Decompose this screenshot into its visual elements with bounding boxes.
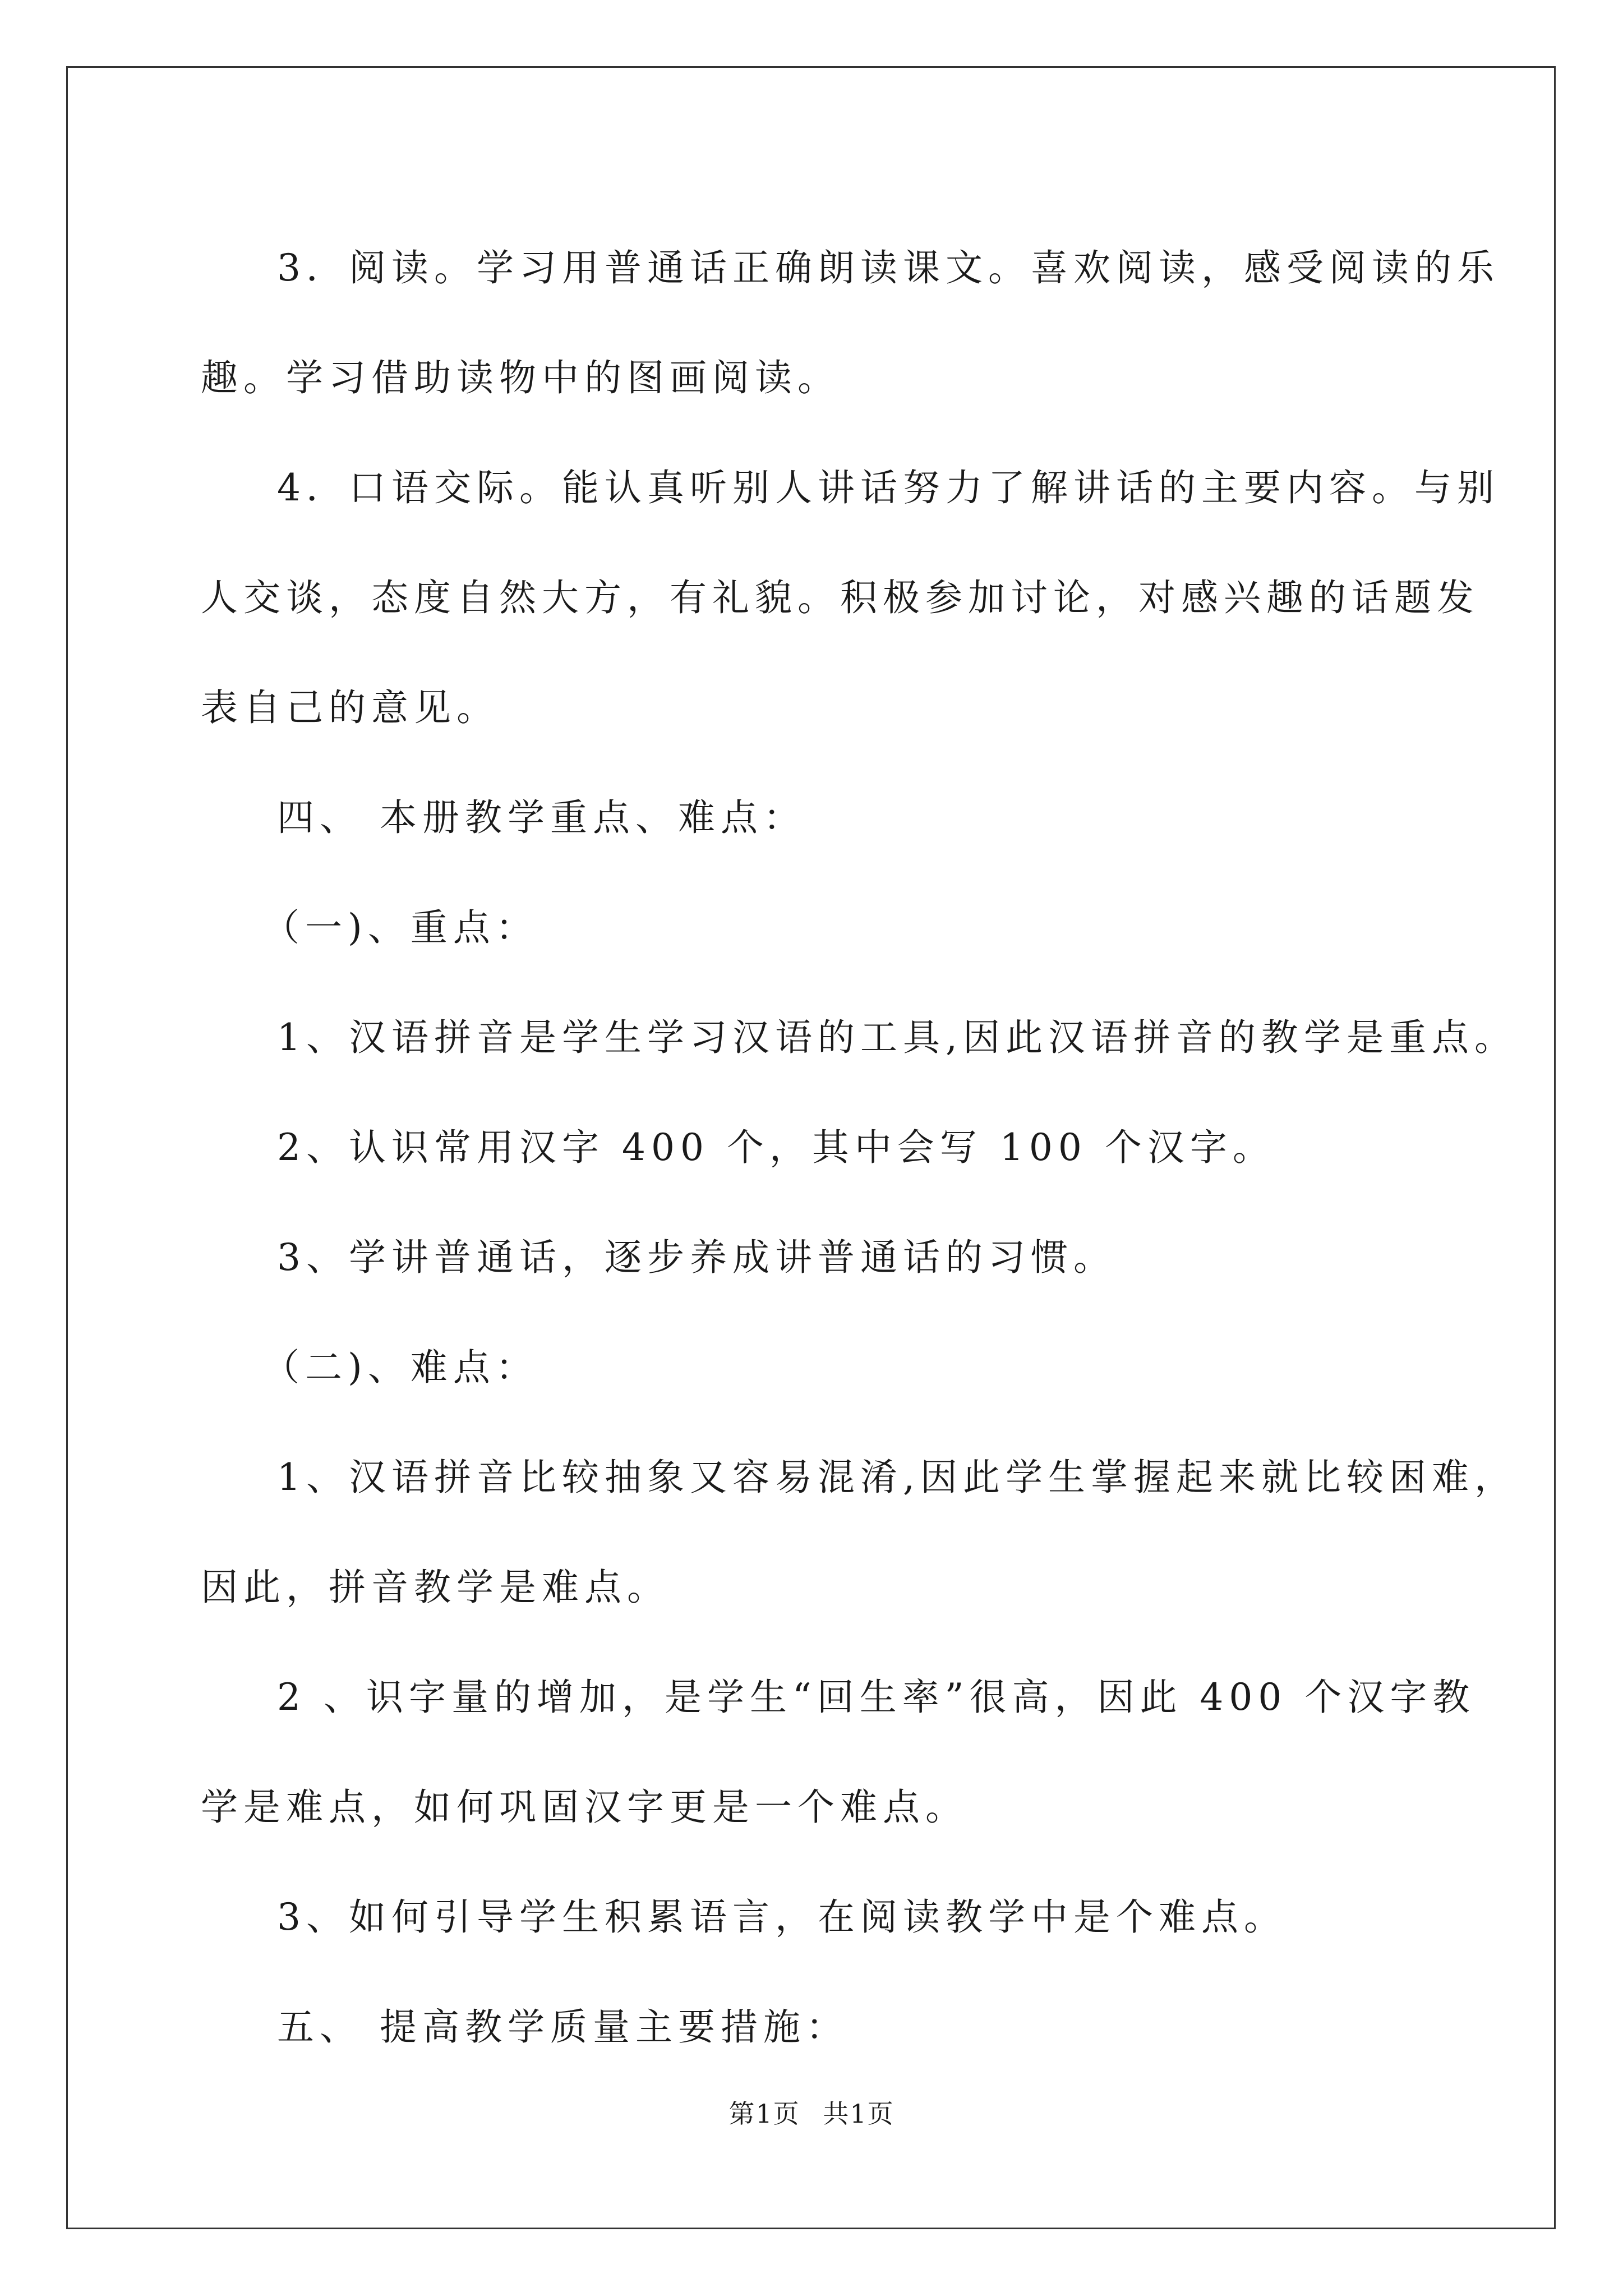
difficulty-item-1 <box>201 1423 1517 1642</box>
text-line: 趣。学习借助读物中的图画阅读。 <box>201 356 840 399</box>
total-pages-label: 共1页 <box>823 2099 895 2129</box>
text-line: 因此，拼音教学是难点。 <box>201 1566 670 1609</box>
subheading-key-points: （一)、重点： <box>262 906 538 949</box>
key-point-item-1: 1、汉语拼音是学生学习汉语的工具,因此汉语拼音的教学是重点。 <box>277 1016 1517 1059</box>
difficulty-item-3: 3、如何引导学生积累语言，在阅读教学中是个难点。 <box>277 1895 1287 1939</box>
section-heading-measures: 五、 提高教学质量主要措施： <box>277 2005 849 2049</box>
page-footer <box>0 2097 1623 2131</box>
document-body <box>201 213 1517 2082</box>
subheading-difficulties: （二)、难点： <box>262 1346 538 1389</box>
text-line: 1、汉语拼音比较抽象又容易混淆,因此学生掌握起来就比较困难， <box>277 1456 1517 1499</box>
text-line: 学是难点，如何巩固汉字更是一个难点。 <box>201 1786 968 1829</box>
text-line: 2 、识字量的增加，是学生“回生率”很高，因此 400 个汉字教 <box>277 1676 1476 1719</box>
key-point-item-2: 2、认识常用汉字 400 个，其中会写 100 个汉字。 <box>277 1126 1275 1169</box>
section-heading-key-points: 四、 本册教学重点、难点： <box>277 796 806 839</box>
paragraph-oral-communication <box>201 433 1500 763</box>
text-line: 3．阅读。学习用普通话正确朗读课文。喜欢阅读，感受阅读的乐 <box>277 246 1500 289</box>
text-line: 表自己的意见。 <box>201 686 499 729</box>
current-page-label: 第1页 <box>728 2099 800 2129</box>
paragraph-reading <box>201 213 1500 433</box>
text-line: 人交谈，态度自然大方，有礼貌。积极参加讨论，对感兴趣的话题发 <box>201 576 1479 619</box>
key-point-item-3: 3、学讲普通话，逐步养成讲普通话的习惯。 <box>277 1236 1116 1279</box>
text-line: 4．口语交际。能认真听别人讲话努力了解讲话的主要内容。与别 <box>277 466 1500 509</box>
difficulty-item-2 <box>201 1642 1476 1862</box>
